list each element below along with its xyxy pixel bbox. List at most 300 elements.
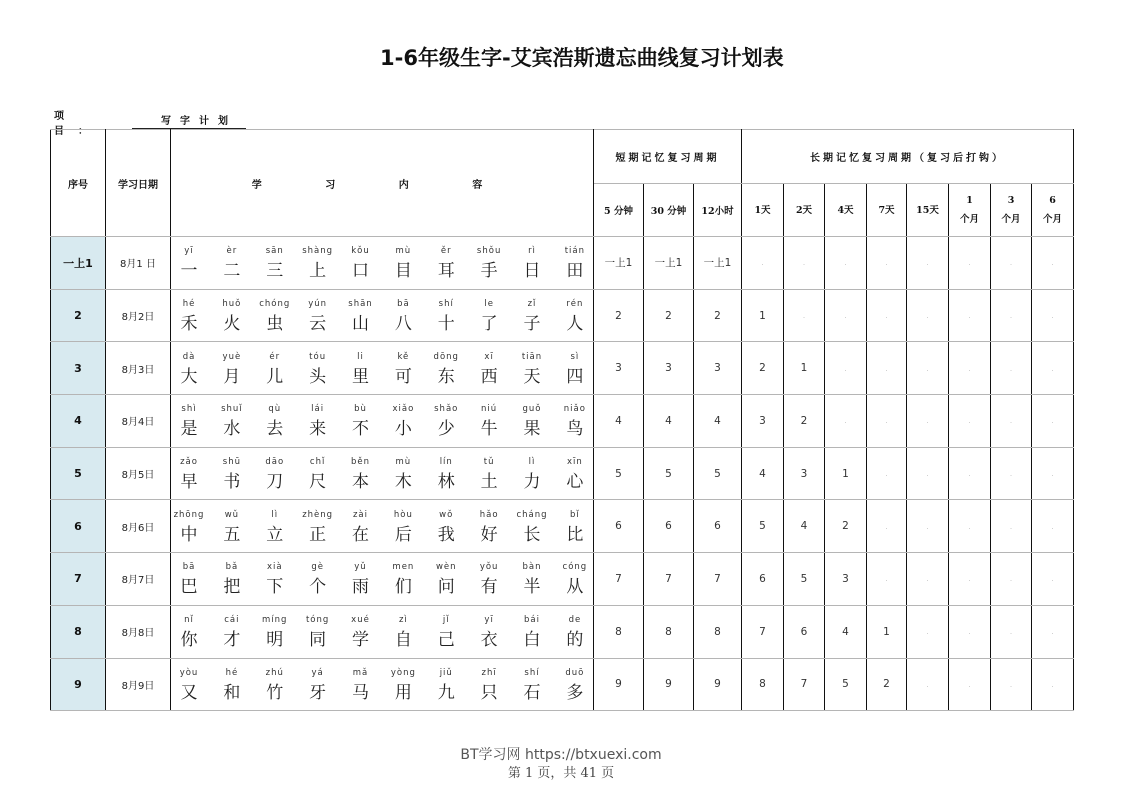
long-review-cell[interactable]: . — [949, 658, 991, 711]
short-review-cell: 4 — [694, 395, 742, 448]
long-review-cell[interactable]: . — [1032, 237, 1074, 290]
character-item — [428, 612, 464, 651]
pinyin: xué — [351, 615, 370, 626]
hanzi: 五 — [223, 524, 241, 545]
hanzi: 是 — [180, 419, 198, 440]
pinyin: mù — [395, 246, 412, 257]
row-seq: 5 — [51, 447, 106, 500]
short-review-cell: 3 — [594, 342, 644, 395]
character-item — [514, 559, 550, 598]
character-list — [171, 401, 593, 440]
hanzi: 去 — [266, 419, 284, 440]
long-review-cell[interactable]: . — [907, 395, 949, 448]
short-review-cell: 一上1 — [694, 237, 742, 290]
row-content — [171, 289, 594, 342]
character-item — [214, 243, 250, 282]
row-date: 8月2日 — [106, 289, 171, 342]
character-item — [214, 665, 250, 704]
long-review-cell[interactable]: 1 — [825, 447, 867, 500]
pinyin: gè — [311, 562, 324, 573]
hanzi: 尺 — [309, 472, 327, 493]
hanzi: 才 — [223, 630, 241, 651]
short-review-cell: 2 — [694, 289, 742, 342]
long-review-cell[interactable]: . — [825, 237, 867, 290]
pinyin: xià — [266, 562, 283, 573]
pinyin: lì — [528, 457, 536, 468]
pinyin: kǒu — [351, 246, 370, 257]
hanzi: 一 — [180, 261, 198, 282]
long-review-cell[interactable]: 5 — [742, 500, 784, 553]
character-item — [343, 612, 379, 651]
header-long-col-bottom: 7天 — [878, 204, 895, 216]
character-list — [171, 612, 593, 651]
pinyin: yún — [308, 299, 328, 310]
long-review-cell[interactable]: . — [949, 605, 991, 658]
character-item — [214, 507, 250, 546]
hanzi: 本 — [352, 472, 369, 493]
long-review-cell[interactable]: . — [907, 342, 949, 395]
character-item — [428, 507, 464, 546]
short-review-cell: 2 — [594, 289, 644, 342]
hanzi: 学 — [352, 630, 369, 651]
character-item — [300, 296, 336, 335]
long-review-cell[interactable]: . — [1032, 605, 1074, 658]
table-row — [51, 500, 1074, 553]
long-review-cell[interactable]: . — [907, 553, 949, 606]
long-review-cell[interactable]: . — [784, 289, 825, 342]
long-review-cell[interactable]: . — [949, 289, 991, 342]
long-review-cell[interactable]: . — [825, 342, 867, 395]
hanzi: 山 — [352, 314, 369, 335]
long-review-cell[interactable]: . — [949, 237, 991, 290]
table-row — [51, 395, 1074, 448]
long-review-cell[interactable]: . — [867, 447, 907, 500]
long-review-cell[interactable]: . — [907, 605, 949, 658]
character-item — [257, 296, 293, 335]
long-review-cell[interactable]: . — [949, 447, 991, 500]
long-review-cell[interactable]: 2 — [825, 500, 867, 553]
short-review-cell: 3 — [644, 342, 694, 395]
hanzi: 后 — [394, 524, 412, 545]
pinyin: yuè — [222, 351, 242, 362]
character-item — [214, 296, 250, 335]
pinyin: yǒu — [479, 562, 499, 573]
character-item — [428, 296, 464, 335]
header-long-col-bottom: 15天 — [916, 204, 939, 216]
long-review-cell[interactable]: 5 — [784, 553, 825, 606]
character-item — [214, 401, 250, 440]
long-review-cell[interactable]: 1 — [784, 342, 825, 395]
short-review-cell: 7 — [644, 553, 694, 606]
character-item — [171, 559, 207, 598]
long-review-cell[interactable]: 5 — [825, 658, 867, 711]
hanzi: 土 — [480, 472, 498, 493]
pinyin: hé — [225, 667, 239, 678]
long-review-cell[interactable]: . — [784, 237, 825, 290]
pinyin: guǒ — [522, 404, 542, 415]
short-review-cell: 7 — [694, 553, 742, 606]
hanzi: 只 — [480, 682, 498, 703]
long-review-cell[interactable]: . — [1032, 289, 1074, 342]
short-review-cell: 2 — [644, 289, 694, 342]
long-review-cell[interactable]: 8 — [742, 658, 784, 711]
long-review-cell[interactable]: . — [991, 289, 1032, 342]
long-review-cell[interactable]: 3 — [825, 553, 867, 606]
hanzi: 东 — [437, 366, 455, 387]
long-review-cell[interactable]: 4 — [784, 500, 825, 553]
pinyin: míng — [262, 615, 288, 626]
short-review-cell: 5 — [694, 447, 742, 500]
header-short-term: 短期记忆复习周期 — [594, 130, 742, 184]
review-plan-table — [50, 129, 1074, 711]
pinyin: lái — [311, 404, 325, 415]
long-review-cell[interactable]: . — [1032, 658, 1074, 711]
hanzi: 早 — [180, 472, 198, 493]
short-review-cell: 6 — [594, 500, 644, 553]
long-review-cell[interactable]: 1 — [742, 289, 784, 342]
pinyin: de — [568, 615, 582, 626]
hanzi: 在 — [352, 524, 369, 545]
long-review-cell[interactable]: . — [867, 500, 907, 553]
hanzi: 问 — [437, 577, 455, 598]
pinyin: èr — [226, 246, 238, 257]
character-item — [214, 349, 250, 388]
character-item — [514, 243, 550, 282]
row-seq: 3 — [51, 342, 106, 395]
long-review-cell[interactable]: 6 — [784, 605, 825, 658]
pinyin: zì — [398, 615, 408, 626]
character-item — [171, 612, 207, 651]
hanzi: 八 — [394, 314, 412, 335]
short-review-cell: 8 — [694, 605, 742, 658]
long-review-cell[interactable]: . — [907, 289, 949, 342]
hanzi: 少 — [437, 419, 455, 440]
table-row — [51, 289, 1074, 342]
hanzi: 的 — [566, 630, 584, 651]
pinyin: zǐ — [527, 299, 537, 310]
hanzi: 石 — [523, 682, 541, 703]
pinyin: xīn — [566, 457, 583, 468]
short-review-cell: 9 — [594, 658, 644, 711]
pinyin: tóu — [309, 351, 327, 362]
long-review-cell[interactable]: . — [991, 395, 1032, 448]
long-review-cell[interactable]: . — [949, 342, 991, 395]
character-item — [214, 559, 250, 598]
row-date: 8月1 日 — [106, 237, 171, 290]
header-seq: 序号 — [51, 130, 106, 237]
short-review-cell: 4 — [594, 395, 644, 448]
character-item — [171, 507, 207, 546]
pinyin: cháng — [516, 509, 548, 520]
pinyin: yá — [311, 667, 324, 678]
hanzi: 林 — [437, 472, 455, 493]
character-item — [514, 349, 550, 388]
hanzi: 虫 — [266, 314, 284, 335]
character-item — [300, 612, 336, 651]
long-review-cell[interactable]: . — [867, 342, 907, 395]
long-review-cell[interactable]: . — [742, 237, 784, 290]
pinyin: dāo — [265, 457, 285, 468]
character-item — [385, 243, 421, 282]
pinyin: shì — [181, 404, 197, 415]
hanzi: 正 — [309, 524, 327, 545]
hanzi: 子 — [523, 314, 541, 335]
character-item — [385, 559, 421, 598]
character-item — [171, 665, 207, 704]
long-review-cell[interactable]: . — [1032, 447, 1074, 500]
footer-page-number: 第 1 页，共 41 页 — [507, 766, 615, 781]
character-item — [471, 243, 507, 282]
short-review-cell: 9 — [694, 658, 742, 711]
long-review-cell[interactable]: . — [1032, 500, 1074, 553]
character-item — [428, 401, 464, 440]
hanzi: 日 — [523, 261, 541, 282]
pinyin: bái — [524, 615, 540, 626]
pinyin: bā — [182, 562, 196, 573]
row-content — [171, 342, 594, 395]
footer-site: BT学习网 https://btxuexi.com — [460, 747, 662, 763]
hanzi: 同 — [309, 630, 327, 651]
character-list — [171, 296, 593, 335]
page-title: 1-6年级生字-艾宾浩斯遗忘曲线复习计划表 — [380, 46, 784, 70]
row-content — [171, 237, 594, 290]
long-review-cell[interactable]: . — [1032, 553, 1074, 606]
character-item — [471, 559, 507, 598]
table-row — [51, 237, 1074, 290]
character-item — [514, 454, 550, 493]
short-review-cell: 8 — [594, 605, 644, 658]
character-item — [171, 401, 207, 440]
pinyin: lín — [439, 457, 453, 468]
character-item — [214, 454, 250, 493]
long-review-cell[interactable]: . — [907, 237, 949, 290]
pinyin: huǒ — [222, 299, 242, 310]
pinyin: yòng — [390, 667, 416, 678]
long-review-cell[interactable]: . — [867, 553, 907, 606]
long-review-cell[interactable]: 6 — [742, 553, 784, 606]
character-item — [514, 401, 550, 440]
character-item — [343, 507, 379, 546]
hanzi: 多 — [566, 682, 584, 703]
short-review-cell: 6 — [694, 500, 742, 553]
pinyin: bā — [397, 299, 410, 310]
row-date: 8月7日 — [106, 553, 171, 606]
long-review-cell[interactable]: . — [991, 447, 1032, 500]
table-row — [51, 605, 1074, 658]
header-short-col: 12小时 — [694, 184, 742, 237]
long-review-cell[interactable]: . — [867, 289, 907, 342]
long-review-cell[interactable]: . — [907, 500, 949, 553]
project-label: 项 目： — [54, 111, 102, 137]
hanzi: 竹 — [266, 682, 284, 703]
header-long-col-top: 1 — [966, 195, 973, 206]
header-long-col-bottom: 个月 — [1042, 214, 1062, 225]
pinyin: dōng — [433, 351, 459, 362]
row-content — [171, 447, 594, 500]
hanzi: 们 — [394, 577, 412, 598]
pinyin: hǎo — [479, 509, 499, 520]
character-item — [300, 243, 336, 282]
pinyin: yòu — [179, 667, 199, 678]
hanzi: 又 — [180, 682, 198, 703]
hanzi: 四 — [566, 366, 584, 387]
pinyin: shí — [524, 667, 540, 678]
character-item — [343, 665, 379, 704]
header-long-col-top: 6 — [1049, 195, 1056, 206]
long-review-cell[interactable]: . — [1032, 395, 1074, 448]
pinyin: zài — [352, 509, 369, 520]
pinyin: niǎo — [563, 404, 586, 415]
character-item — [471, 401, 507, 440]
row-date: 8月5日 — [106, 447, 171, 500]
character-item — [471, 507, 507, 546]
long-review-cell[interactable]: . — [949, 395, 991, 448]
character-list — [171, 454, 593, 493]
hanzi: 大 — [180, 366, 198, 387]
pinyin: tǔ — [483, 457, 495, 468]
character-item — [300, 507, 336, 546]
hanzi: 水 — [223, 419, 241, 440]
header-long-col — [907, 184, 949, 237]
pinyin: mǎ — [352, 667, 369, 678]
project-value: 写字计划 — [132, 115, 246, 129]
pinyin: bù — [354, 404, 367, 415]
hanzi: 果 — [523, 419, 541, 440]
table-row — [51, 553, 1074, 606]
hanzi: 长 — [523, 524, 541, 545]
hanzi: 巴 — [180, 577, 198, 598]
header-long-term: 长期记忆复习周期（复习后打钩） — [742, 130, 1074, 184]
row-seq: 9 — [51, 658, 106, 711]
header-content: 学 习 内 容 — [171, 130, 594, 237]
character-item — [557, 665, 593, 704]
long-review-cell[interactable]: 2 — [867, 658, 907, 711]
hanzi: 比 — [566, 524, 584, 545]
pinyin: tián — [564, 246, 586, 257]
table-row — [51, 658, 1074, 711]
character-item — [514, 665, 550, 704]
long-review-cell[interactable]: 2 — [742, 342, 784, 395]
pinyin: jǐ — [442, 615, 450, 626]
header-long-col-bottom: 个月 — [1001, 214, 1021, 225]
pinyin: shí — [438, 299, 454, 310]
hanzi: 儿 — [266, 366, 284, 387]
hanzi: 天 — [523, 366, 541, 387]
character-item — [343, 349, 379, 388]
long-review-cell[interactable]: . — [1032, 342, 1074, 395]
hanzi: 来 — [309, 419, 327, 440]
character-item — [257, 507, 293, 546]
hanzi: 下 — [266, 577, 284, 598]
hanzi: 白 — [523, 630, 541, 651]
row-content — [171, 553, 594, 606]
long-review-cell[interactable]: . — [907, 658, 949, 711]
long-review-cell[interactable]: . — [949, 500, 991, 553]
header-long-col — [867, 184, 907, 237]
long-review-cell[interactable]: 3 — [742, 395, 784, 448]
header-long-col-bottom: 4天 — [837, 204, 854, 216]
pinyin: yī — [484, 615, 494, 626]
header-date: 学习日期 — [106, 130, 171, 237]
row-date: 8月3日 — [106, 342, 171, 395]
long-review-cell[interactable]: 1 — [867, 605, 907, 658]
hanzi: 月 — [223, 366, 241, 387]
long-review-cell[interactable]: . — [907, 447, 949, 500]
long-review-cell[interactable]: 4 — [742, 447, 784, 500]
long-review-cell[interactable]: . — [825, 289, 867, 342]
pinyin: bǐ — [569, 509, 580, 520]
long-review-cell[interactable]: 2 — [784, 395, 825, 448]
hanzi: 了 — [480, 314, 498, 335]
long-review-cell[interactable]: . — [991, 237, 1032, 290]
character-list — [171, 243, 593, 282]
character-item — [385, 665, 421, 704]
pinyin: men — [392, 562, 415, 573]
pinyin: zhōng — [173, 509, 205, 520]
long-review-cell[interactable]: . — [825, 395, 867, 448]
row-date: 8月4日 — [106, 395, 171, 448]
long-review-cell[interactable]: 7 — [742, 605, 784, 658]
pinyin: zhī — [481, 667, 497, 678]
long-review-cell[interactable]: 4 — [825, 605, 867, 658]
character-item — [557, 349, 593, 388]
pinyin: hòu — [393, 509, 413, 520]
hanzi: 自 — [394, 630, 412, 651]
hanzi: 手 — [480, 261, 498, 282]
hanzi: 力 — [523, 472, 541, 493]
hanzi: 有 — [480, 577, 498, 598]
pinyin: shǎo — [434, 404, 459, 415]
header-long-col — [784, 184, 825, 237]
pinyin: shǒu — [476, 246, 502, 257]
long-review-cell[interactable]: . — [991, 658, 1032, 711]
header-long-col — [1032, 184, 1074, 237]
long-review-cell[interactable]: . — [991, 553, 1032, 606]
row-content — [171, 605, 594, 658]
hanzi: 九 — [437, 682, 455, 703]
long-review-cell[interactable]: . — [991, 605, 1032, 658]
pinyin: sì — [570, 351, 580, 362]
header-long-col-top: 3 — [1007, 195, 1015, 206]
long-review-cell[interactable]: 3 — [784, 447, 825, 500]
character-item — [428, 243, 464, 282]
long-review-cell[interactable]: . — [949, 553, 991, 606]
short-review-cell: 4 — [644, 395, 694, 448]
character-item — [471, 296, 507, 335]
long-review-cell[interactable]: . — [867, 395, 907, 448]
hanzi: 云 — [309, 314, 327, 335]
character-item — [257, 243, 293, 282]
hanzi: 小 — [394, 419, 412, 440]
pinyin: nǐ — [184, 615, 194, 626]
long-review-cell[interactable]: . — [867, 237, 907, 290]
short-review-cell: 5 — [644, 447, 694, 500]
character-item — [557, 454, 593, 493]
hanzi: 马 — [352, 682, 369, 703]
character-item — [557, 401, 593, 440]
long-review-cell[interactable]: 7 — [784, 658, 825, 711]
long-review-cell[interactable]: . — [991, 342, 1032, 395]
long-review-cell[interactable]: . — [991, 500, 1032, 553]
character-item — [471, 665, 507, 704]
character-list — [171, 665, 593, 704]
character-item — [557, 612, 593, 651]
character-item — [300, 559, 336, 598]
character-item — [343, 401, 379, 440]
pinyin: mù — [395, 457, 412, 468]
hanzi: 半 — [523, 577, 541, 598]
character-item — [343, 454, 379, 493]
